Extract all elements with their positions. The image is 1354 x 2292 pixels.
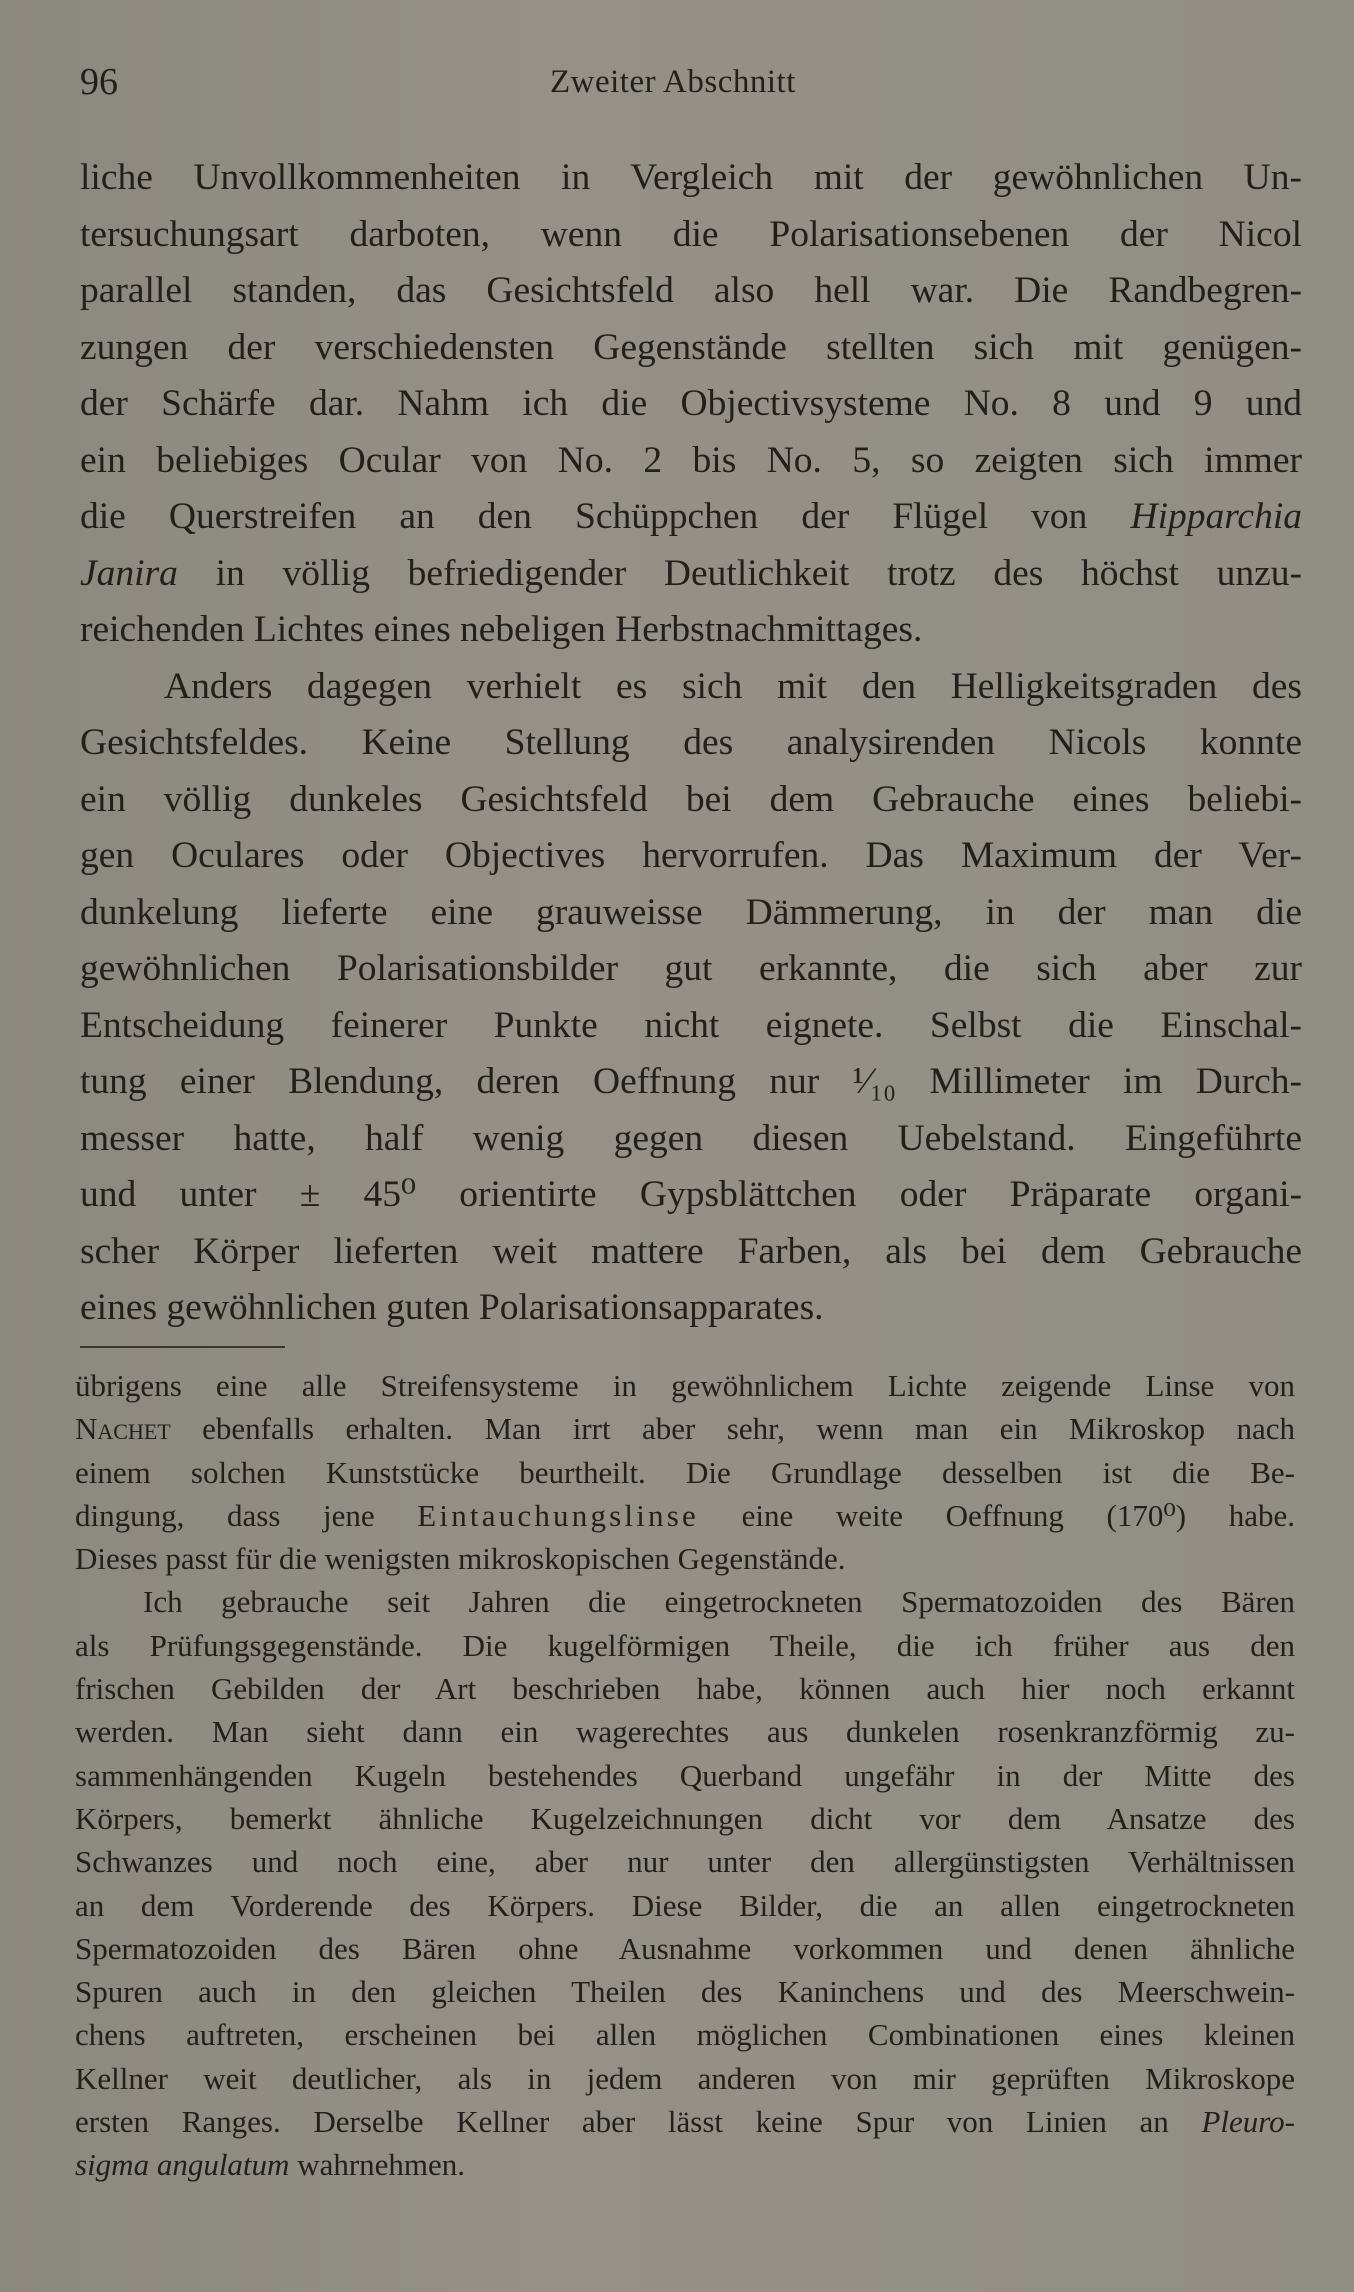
text-line: dunkelung lieferte eine grauweisse Dämmerung, in der man die [80, 891, 1302, 933]
text-segment: ebenfalls erhalten. Man irrt aber sehr, wenn man ein Mikroskop nach [170, 1411, 1295, 1447]
text-segment: die Querstreifen an den Schüppchen der Flügel von [80, 496, 1131, 537]
text-line: liche Unvollkommenheiten in Vergleich mit der gewöhnlichen Un- [80, 157, 1302, 198]
footnote-line: frischen Gebilden der Art beschrieben habe, können auch hier noch erkannt [75, 1671, 1295, 1707]
footnote-line: werden. Man sieht dann ein wagerechtes aus dunkelen rosenkranzförmig zu- [75, 1714, 1295, 1750]
text-segment: wahrnehmen. [289, 2147, 466, 2183]
text-line: reichenden Lichtes eines nebeligen Herbstnachmittages. [80, 609, 923, 650]
text-segment: dingung, dass jene [75, 1497, 418, 1533]
body-text [80, 150, 1302, 1337]
text-line: tung einer Blendung, deren Oeffnung nur ¹⁄₁₀ Millimeter im Durch- [80, 1061, 1302, 1102]
text-line: Anders dagegen verhielt es sich mit den Helligkeitsgraden des [164, 665, 1302, 707]
species-name: sigma angulatum [75, 2147, 290, 2183]
footnote-line: Körpers, bemerkt ähnliche Kugelzeichnungen dicht vor dem Ansatze des [75, 1800, 1295, 1836]
text-line: ein völlig dunkeles Gesichtsfeld bei dem Gebrauche eines beliebi- [80, 778, 1302, 820]
footnote-line: Spuren auch in den gleichen Theilen des Kaninchens und des Meerschwein- [75, 1974, 1295, 2010]
text-line: der Schärfe dar. Nahm ich die Objectivsysteme No. 8 und 9 und [80, 383, 1302, 424]
author-name: Nachet [75, 1411, 171, 1447]
text-line: und unter ± 45⁰ orientirte Gypsblättchen oder Präparate organi- [80, 1174, 1302, 1215]
footnote-line: Spermatozoiden des Bären ohne Ausnahme vorkommen und denen ähnliche [75, 1930, 1295, 1966]
text-line: zungen der verschiedensten Gegenstände stellten sich mit genügen- [80, 326, 1302, 368]
footnote-line [75, 2100, 1295, 2143]
footnote-line: Schwanzes und noch eine, aber nur unter den allergünstigsten Verhältnissen [75, 1844, 1295, 1880]
text-line: tersuchungsart darboten, wenn die Polarisationsebenen der Nicol [80, 213, 1302, 255]
footnote-line: einem solchen Kunststücke beurtheilt. Die Grundlage desselben ist die Be- [75, 1454, 1295, 1490]
text-segment: eine weite Oeffnung (170⁰) habe. [698, 1497, 1295, 1533]
footnote [75, 1364, 1295, 2187]
species-name: Hipparchia [1130, 496, 1302, 537]
page-number: 96 [80, 61, 118, 103]
footnote-line: chens auftreten, erscheinen bei allen möglichen Combinationen eines kleinen [75, 2017, 1295, 2053]
text-line: scher Körper lieferten weit mattere Farben, als bei dem Gebrauche [80, 1230, 1302, 1272]
text-line [80, 546, 1302, 603]
species-name: Pleuro- [1201, 2104, 1295, 2140]
footnote-line [75, 2143, 1295, 2186]
text-line: eines gewöhnlichen guten Polarisationsapparates. [80, 1287, 824, 1328]
text-line: Gesichtsfeldes. Keine Stellung des analysirenden Nicols konnte [80, 722, 1302, 763]
footnote-line: übrigens eine alle Streifensysteme in gewöhnlichem Lichte zeigende Linse von [75, 1368, 1295, 1403]
text-line: gewöhnlichen Polarisationsbilder gut erkannte, die sich aber zur [80, 948, 1302, 989]
footnote-line: Ich gebrauche seit Jahren die eingetrockneten Spermatozoiden des Bären [143, 1584, 1295, 1620]
footnote-line: Kellner weit deutlicher, als in jedem anderen von mir geprüften Mikroskope [75, 2060, 1295, 2096]
footnote-line [75, 1407, 1295, 1450]
text-line [80, 489, 1302, 546]
text-segment: ersten Ranges. Derselbe Kellner aber lässt keine Spur von Linien an [75, 2104, 1202, 2140]
page-header [80, 60, 1300, 110]
footnote-line: als Prüfungsgegenstände. Die kugelförmigen Theile, die ich früher aus den [75, 1627, 1295, 1663]
text-line: ein beliebiges Ocular von No. 2 bis No. 5, so zeigten sich immer [80, 439, 1302, 481]
text-line: messer hatte, half wenig gegen diesen Uebelstand. Eingeführte [80, 1117, 1302, 1159]
text-line: Entscheidung feinerer Punkte nicht eignete. Selbst die Einschal- [80, 1004, 1302, 1046]
footnote-line: Dieses passt für die wenigsten mikroskopischen Gegenstände. [75, 1541, 846, 1577]
footnote-line [75, 1494, 1295, 1537]
text-line: parallel standen, das Gesichtsfeld also hell war. Die Randbegren- [80, 270, 1302, 311]
running-head: Zweiter Abschnitt [550, 64, 796, 100]
species-name: Janira [80, 552, 178, 594]
footnote-line: an dem Vorderende des Körpers. Diese Bilder, die an allen eingetrockneten [75, 1887, 1295, 1923]
text-line: gen Oculares oder Objectives hervorrufen. Das Maximum der Ver- [80, 835, 1302, 876]
emphasized-term: Eintauchungslinse [417, 1497, 699, 1533]
footnote-divider [80, 1346, 285, 1348]
text-segment: in völlig befriedigender Deutlichkeit trotz des höchst unzu- [177, 552, 1302, 594]
footnote-line: sammenhängenden Kugeln bestehendes Querband ungefähr in der Mitte des [75, 1757, 1295, 1793]
